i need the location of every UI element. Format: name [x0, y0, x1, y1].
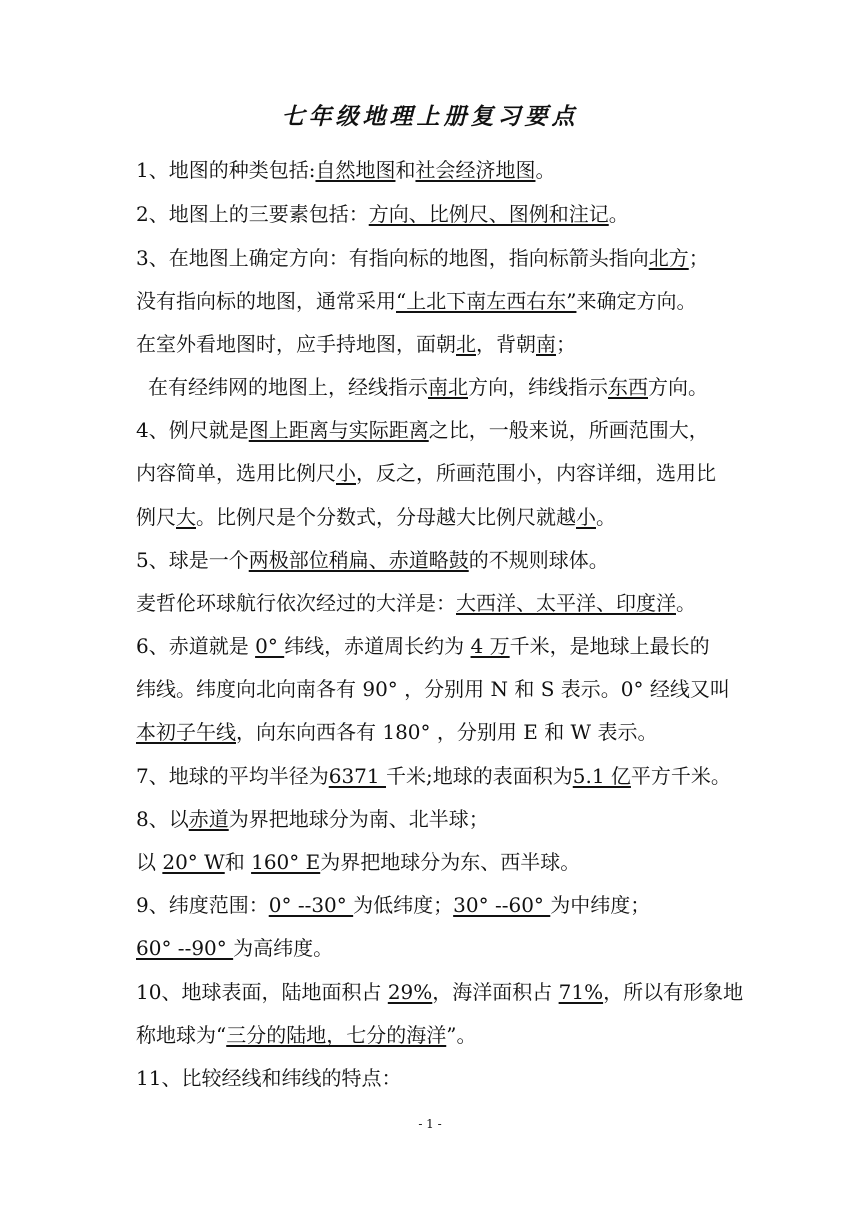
text-segment: 。 — [535, 158, 556, 182]
text-line — [148, 375, 860, 399]
text-line — [136, 332, 856, 356]
text-segment: 例尺 — [136, 505, 176, 529]
text-segment: 。比例尺是个分数式，分母越大比例尺就越 — [196, 505, 576, 529]
underlined-answer: 60° --90° — [136, 936, 234, 960]
underlined-answer: 小 — [576, 505, 596, 529]
text-segment: 。 — [596, 505, 616, 529]
underlined-answer: “上北下南左西右东” — [396, 289, 577, 313]
text-segment: 千米，是地球上最长的 — [509, 634, 710, 658]
text-line — [136, 893, 856, 917]
text-segment: 以 — [136, 850, 163, 874]
underlined-answer: 0° --30° — [268, 893, 354, 917]
underlined-answer: 29% — [387, 980, 433, 1004]
text-line — [136, 634, 856, 658]
text-segment: 之比，一般来说，所画范围大， — [428, 418, 709, 442]
text-segment: 3、在地图上确定方向：有指向标的地图，指向标箭头指向 — [136, 246, 649, 270]
text-line — [136, 591, 856, 615]
text-segment: 2、地图上的三要素包括： — [136, 202, 369, 226]
underlined-answer: 本初子午线 — [136, 720, 236, 744]
underlined-answer: 社会经济地图 — [415, 158, 536, 182]
text-segment: 和 — [224, 850, 252, 874]
text-segment: 为中纬度； — [550, 893, 651, 917]
underlined-answer: 方向、比例尺、图例和注记 — [368, 202, 609, 226]
underlined-answer: 4 万 — [470, 634, 510, 658]
underlined-answer: 小 — [336, 461, 356, 485]
text-segment: 为高纬度。 — [233, 936, 334, 960]
text-segment: 6、赤道就是 — [136, 634, 256, 658]
text-line — [136, 289, 856, 313]
text-segment: 10、地球表面，陆地面积占 — [136, 980, 388, 1004]
text-segment: 方向。 — [648, 375, 708, 399]
underlined-answer: 东西 — [608, 375, 648, 399]
text-segment: 。 — [608, 202, 629, 226]
underlined-answer: 6371 — [328, 764, 386, 788]
underlined-answer: 30° --60° — [453, 893, 551, 917]
text-segment: 内容简单，选用比例尺 — [136, 461, 336, 485]
underlined-answer: 北 — [456, 332, 476, 356]
text-line — [136, 505, 856, 529]
text-segment: ，海洋面积占 — [432, 980, 559, 1004]
page-title: 七年级地理上册复习要点 — [281, 103, 579, 130]
text-segment: 为低纬度； — [353, 893, 454, 917]
text-segment: 平方千米。 — [630, 764, 731, 788]
text-segment: ，所以有形象地 — [603, 980, 744, 1004]
underlined-answer: 71% — [558, 980, 604, 1004]
text-segment: 为界把地球分为南、北半球； — [228, 807, 489, 831]
underlined-answer: 赤道 — [188, 807, 229, 831]
text-segment: 来确定方向。 — [576, 289, 697, 313]
text-line — [136, 202, 856, 226]
text-segment: 为界把地球分为东、西半球。 — [320, 850, 581, 874]
page-number: - 1 - — [418, 1117, 442, 1131]
underlined-answer: 大西洋、太平洋、印度洋 — [456, 591, 676, 615]
text-segment: ； — [556, 332, 576, 356]
underlined-answer: 大 — [176, 505, 196, 529]
underlined-answer: 20° W — [162, 850, 225, 874]
underlined-answer: 0° — [255, 634, 285, 658]
text-segment: 。 — [676, 591, 696, 615]
underlined-answer: 南 — [536, 332, 556, 356]
text-segment: ，向东向西各有 180° ，分别用 E 和 W 表示。 — [236, 720, 658, 744]
text-segment: 8、以 — [136, 807, 189, 831]
text-segment: ，反之，所画范围小，内容详细，选用比 — [356, 461, 716, 485]
text-line — [136, 677, 856, 701]
underlined-answer: 南北 — [428, 375, 468, 399]
text-segment: 称地球为“ — [136, 1023, 227, 1047]
text-segment: 7、地球的平均半径为 — [136, 764, 329, 788]
text-segment: 麦哲伦环球航行依次经过的大洋是： — [136, 591, 456, 615]
text-line — [136, 980, 856, 1004]
text-segment: ，背朝 — [476, 332, 536, 356]
text-line — [136, 807, 856, 831]
text-segment: ”。 — [446, 1023, 477, 1047]
text-line — [136, 1023, 856, 1047]
underlined-answer: 160° E — [251, 850, 321, 874]
text-line — [136, 764, 856, 788]
underlined-answer: 自然地图 — [315, 158, 396, 182]
text-line — [136, 461, 856, 485]
text-line — [136, 1066, 856, 1090]
text-line — [136, 936, 856, 960]
text-segment: 在室外看地图时，应手持地图，面朝 — [136, 332, 456, 356]
text-segment: 纬线。纬度向北向南各有 90° ，分别用 N 和 S 表示。0° 经线又叫 — [136, 677, 730, 701]
text-segment: 1、地图的种类包括: — [136, 158, 316, 182]
text-segment: 11、比较经线和纬线的特点： — [136, 1066, 402, 1090]
text-segment: 纬线，赤道周长约为 — [284, 634, 471, 658]
underlined-answer: 5.1 亿 — [572, 764, 631, 788]
text-line — [136, 850, 856, 874]
text-segment: ； — [688, 246, 709, 270]
text-segment: 和 — [395, 158, 416, 182]
text-line — [136, 418, 856, 442]
underlined-answer: 图上距离与实际距离 — [248, 418, 429, 442]
text-line — [136, 246, 856, 270]
underlined-answer: 三分的陆地，七分的海洋 — [226, 1023, 447, 1047]
text-segment: 方向，纬线指示 — [468, 375, 608, 399]
text-segment: 没有指向标的地图，通常采用 — [136, 289, 396, 313]
text-segment: 千米;地球的表面积为 — [386, 764, 573, 788]
text-segment: 在有经纬网的地图上，经线指示 — [148, 375, 428, 399]
text-segment: 的不规则球体。 — [468, 548, 609, 572]
underlined-answer: 两极部位稍扁、赤道略鼓 — [248, 548, 469, 572]
text-line — [136, 548, 856, 572]
text-line — [136, 720, 856, 744]
text-segment: 9、纬度范围： — [136, 893, 269, 917]
text-segment: 4、例尺就是 — [136, 418, 249, 442]
text-line — [136, 158, 856, 182]
text-segment: 5、球是一个 — [136, 548, 249, 572]
underlined-answer: 北方 — [648, 246, 689, 270]
